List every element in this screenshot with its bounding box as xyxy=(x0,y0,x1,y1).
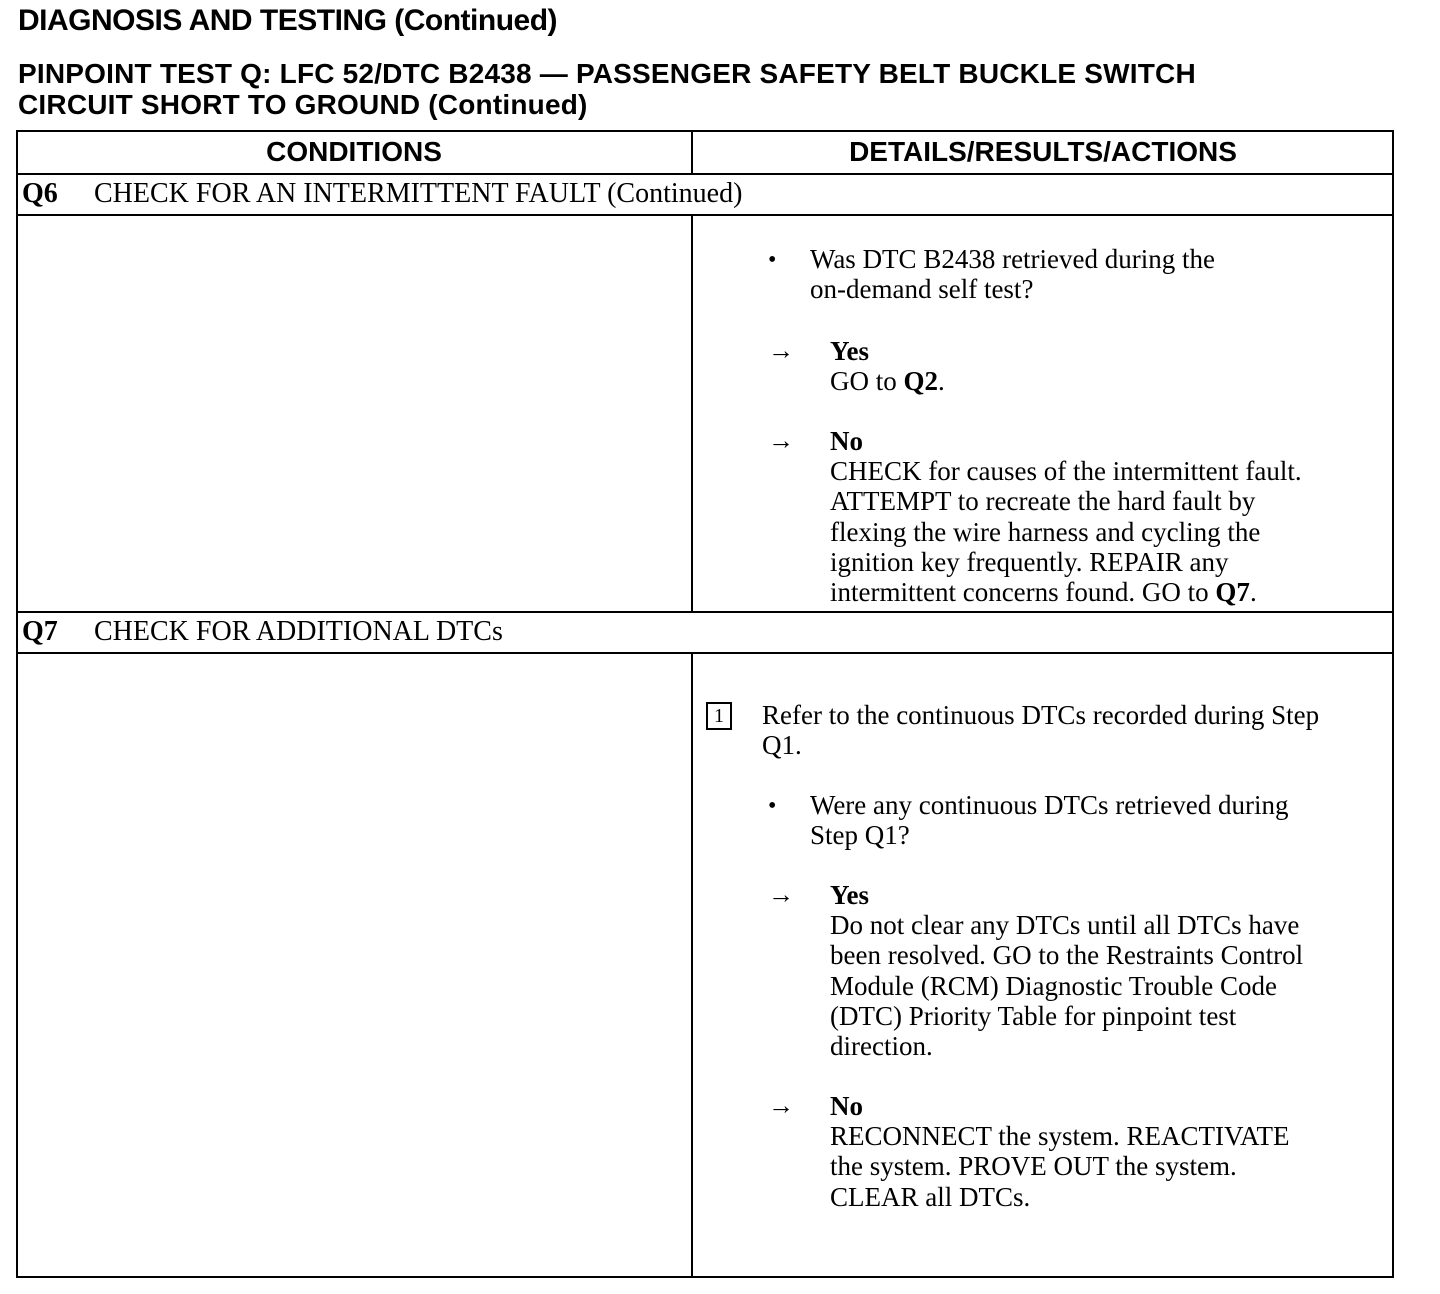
q6-no-line1: CHECK for causes of the intermittent fault. xyxy=(830,456,1302,487)
q7-yes-line4: (DTC) Priority Table for pinpoint test xyxy=(830,1000,1237,1031)
q7-no-arrow-icon: → xyxy=(768,1091,794,1120)
q7-no-line3: CLEAR all DTCs. xyxy=(830,1181,1031,1212)
q7-yes-branch xyxy=(830,880,1303,1061)
q7-title-row xyxy=(22,616,503,648)
column-divider-q6 xyxy=(691,214,693,612)
q6-no-arrow-icon: → xyxy=(768,426,794,455)
q6-no-line5-text: intermittent concerns found. GO to xyxy=(830,577,1216,608)
details-column-header: DETAILS/RESULTS/ACTIONS xyxy=(849,136,1237,167)
q6-no-line5 xyxy=(830,577,1302,607)
header-divider xyxy=(16,173,1394,175)
q6-yes-label: Yes xyxy=(830,336,869,366)
q6-title-row xyxy=(22,178,742,210)
q6-no-reference: Q7 xyxy=(1215,577,1250,608)
q6-bullet: • xyxy=(768,247,777,273)
q6-step-number: Q6 xyxy=(22,178,58,209)
q6-yes-arrow-icon: → xyxy=(768,336,794,365)
q6-yes-suffix: . xyxy=(938,366,945,397)
document-title: DIAGNOSIS AND TESTING (Continued) xyxy=(18,4,558,37)
q6-question xyxy=(810,244,1215,304)
q7-substep-number-box: 1 xyxy=(706,702,732,730)
q6-no-line4: ignition key frequently. REPAIR any xyxy=(830,546,1229,577)
q7-yes-line2: been resolved. GO to the Restraints Control xyxy=(830,940,1304,971)
q7-yes-label: Yes xyxy=(830,880,869,910)
q7-substep-text xyxy=(762,700,1319,760)
q6-no-label: No xyxy=(830,426,863,456)
q6-yes-action-text: GO to xyxy=(830,366,904,397)
q7-no-branch xyxy=(830,1091,1290,1212)
q7-substep-line1: Refer to the continuous DTCs recorded during Step xyxy=(762,700,1320,730)
q7-no-line1: RECONNECT the system. REACTIVATE xyxy=(830,1121,1290,1152)
q6-no-branch xyxy=(830,426,1302,607)
q7-step-number: Q7 xyxy=(22,616,58,647)
q7-yes-line5: direction. xyxy=(830,1031,933,1062)
q7-yes-arrow-icon: → xyxy=(768,880,794,909)
q7-top-divider xyxy=(16,611,1394,613)
q6-yes-action xyxy=(830,366,945,396)
column-divider-q7 xyxy=(691,652,693,1278)
conditions-column-header: CONDITIONS xyxy=(266,136,442,167)
q7-question-line1: Were any continuous DTCs retrieved during xyxy=(810,790,1289,820)
q6-no-suffix: . xyxy=(1249,577,1257,608)
q7-question-line2: Step Q1? xyxy=(810,820,910,851)
q7-bullet: • xyxy=(768,793,777,819)
pinpoint-test-title-line2: CIRCUIT SHORT TO GROUND (Continued) xyxy=(18,89,588,120)
q6-question-line2: on-demand self test? xyxy=(810,274,1034,305)
q6-yes-reference: Q2 xyxy=(903,366,939,397)
q6-title-divider xyxy=(16,214,1394,216)
q7-yes-line3: Module (RCM) Diagnostic Trouble Code xyxy=(830,970,1278,1001)
q7-no-line2: the system. PROVE OUT the system. xyxy=(830,1151,1237,1182)
q7-substep-line2: Q1. xyxy=(762,730,802,761)
q7-no-label: No xyxy=(830,1091,863,1121)
pinpoint-test-title xyxy=(18,58,1196,120)
q7-question xyxy=(810,790,1288,850)
q6-question-line1: Was DTC B2438 retrieved during the xyxy=(810,244,1215,274)
q7-title-divider xyxy=(16,652,1394,654)
q7-step-title: CHECK FOR ADDITIONAL DTCs xyxy=(94,616,503,647)
pinpoint-test-title-line1: PINPOINT TEST Q: LFC 52/DTC B2438 — PASSENGER SAFETY BELT BUCKLE SWITCH xyxy=(18,58,1196,89)
q6-yes-branch xyxy=(830,336,945,396)
q7-yes-line1: Do not clear any DTCs until all DTCs have xyxy=(830,910,1300,941)
q6-no-line3: flexing the wire harness and cycling the xyxy=(830,516,1261,547)
q6-step-title: CHECK FOR AN INTERMITTENT FAULT (Continued) xyxy=(94,178,743,209)
q6-no-line2: ATTEMPT to recreate the hard fault by xyxy=(830,486,1256,517)
